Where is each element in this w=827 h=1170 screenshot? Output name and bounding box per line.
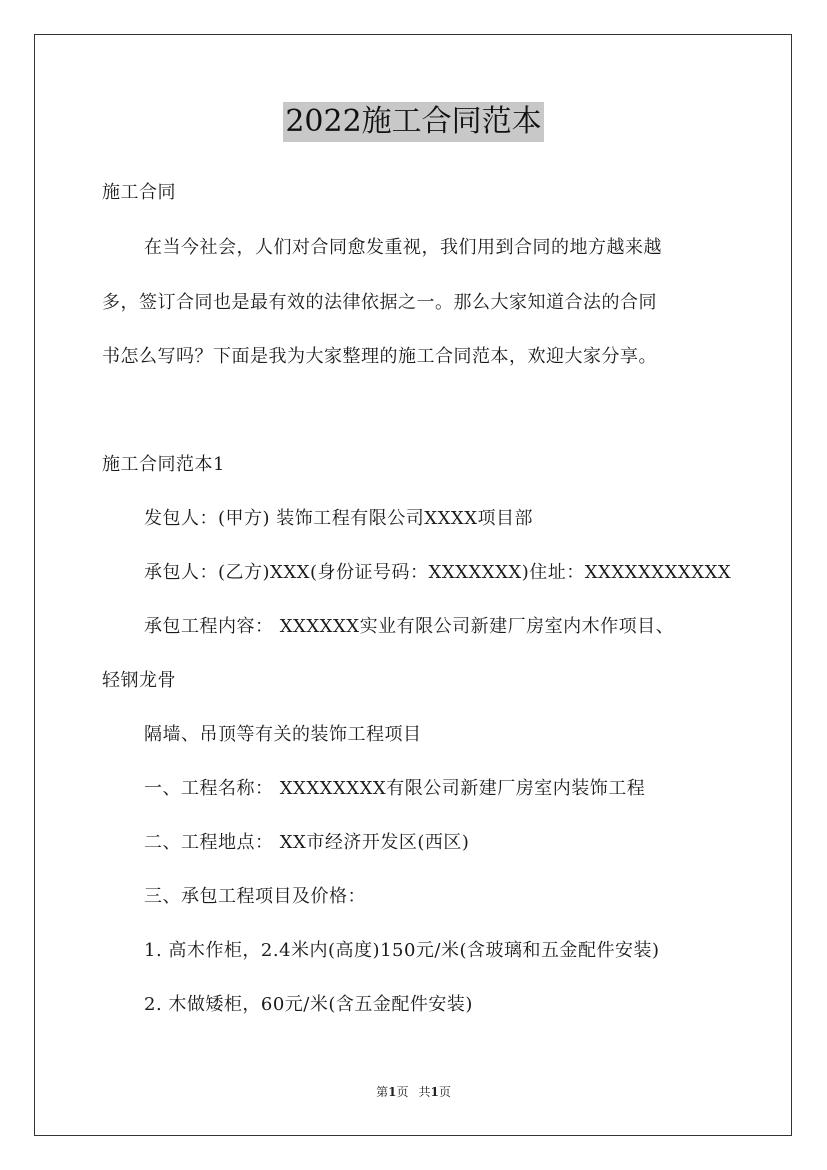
contract-line: 1. 高木作柜，2.4米内(高度)150元/米(含玻璃和五金配件安装)	[144, 940, 660, 961]
page-footer	[0, 1084, 827, 1100]
contract-line: 发包人：(甲方) 装饰工程有限公司XXXX项目部	[144, 508, 534, 529]
section-heading-2: 施工合同范本1	[102, 454, 225, 475]
contract-line: 三、承包工程项目及价格：	[144, 886, 366, 907]
intro-line-2: 多，签订合同也是最有效的法律依据之一。那么大家知道合法的合同	[102, 292, 657, 313]
footer-total-suffix: 页	[438, 1085, 451, 1099]
contract-line: 隔墙、吊顶等有关的装饰工程项目	[144, 724, 422, 745]
section-heading: 施工合同	[102, 182, 176, 203]
intro-line-1: 在当今社会，人们对合同愈发重视，我们用到合同的地方越来越	[144, 237, 662, 258]
intro-line-3: 书怎么写吗？下面是我为大家整理的施工合同范本，欢迎大家分享。	[102, 346, 657, 367]
contract-line: 二、工程地点： XX市经济开发区(西区)	[144, 832, 470, 853]
footer-page-number: 1	[388, 1085, 397, 1099]
contract-line: 轻钢龙骨	[102, 670, 176, 691]
footer-total-prefix: 共	[418, 1085, 431, 1099]
contract-line: 承包工程内容： XXXXXX实业有限公司新建厂房室内木作项目、	[144, 616, 675, 637]
contract-line: 2. 木做矮柜，60元/米(含五金配件安装)	[144, 994, 473, 1015]
document-title: 2022施工合同范本	[283, 102, 543, 142]
footer-page-mid: 页	[396, 1085, 409, 1099]
footer-total-number: 1	[430, 1085, 439, 1099]
contract-line: 一、工程名称： XXXXXXXX有限公司新建厂房室内装饰工程	[144, 778, 646, 799]
contract-line: 承包人：(乙方)XXX(身份证号码：XXXXXXX)住址：XXXXXXXXXXX	[144, 562, 732, 583]
title-container	[0, 102, 827, 142]
footer-page-prefix: 第	[376, 1085, 389, 1099]
